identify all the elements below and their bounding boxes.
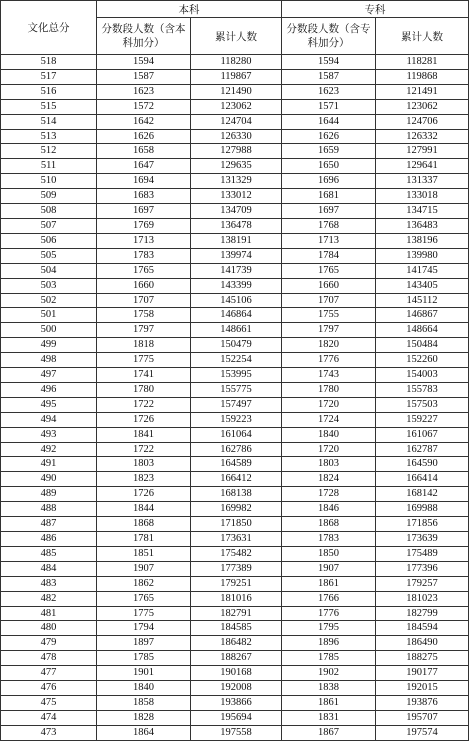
undergraduate-count-cell: 1901 [97, 666, 191, 681]
junior-college-cumulative-cell: 173639 [376, 532, 469, 547]
undergraduate-count-cell: 1587 [97, 69, 191, 84]
junior-college-cumulative-cell: 161067 [376, 427, 469, 442]
undergraduate-count-cell: 1626 [97, 129, 191, 144]
table-row [1, 621, 469, 636]
junior-college-cumulative-cell: 193876 [376, 695, 469, 710]
table-row [1, 561, 469, 576]
junior-college-cumulative-cell: 171856 [376, 517, 469, 532]
undergraduate-count-cell: 1726 [97, 487, 191, 502]
junior-college-count-cell: 1696 [282, 174, 376, 189]
score-cell: 481 [1, 606, 97, 621]
undergraduate-count-cell: 1765 [97, 591, 191, 606]
undergraduate-cumulative-cell: 157497 [191, 397, 282, 412]
junior-college-cumulative-cell: 159227 [376, 412, 469, 427]
junior-college-cumulative-cell: 188275 [376, 651, 469, 666]
undergraduate-count-cell: 1844 [97, 502, 191, 517]
score-cell: 506 [1, 233, 97, 248]
table-row [1, 382, 469, 397]
junior-college-cumulative-cell: 150484 [376, 338, 469, 353]
score-cell: 490 [1, 472, 97, 487]
junior-college-cumulative-cell: 139980 [376, 248, 469, 263]
table-row [1, 457, 469, 472]
score-cell: 508 [1, 204, 97, 219]
undergraduate-cumulative-cell: 121490 [191, 84, 282, 99]
junior-college-count-cell: 1623 [282, 84, 376, 99]
table-row [1, 710, 469, 725]
junior-college-count-cell: 1728 [282, 487, 376, 502]
junior-college-count-cell: 1902 [282, 666, 376, 681]
undergraduate-cumulative-cell: 169982 [191, 502, 282, 517]
junior-college-cumulative-cell: 124706 [376, 114, 469, 129]
table-row [1, 725, 469, 740]
undergraduate-count-cell: 1722 [97, 442, 191, 457]
score-cell: 495 [1, 397, 97, 412]
score-cell: 511 [1, 159, 97, 174]
score-cell: 514 [1, 114, 97, 129]
score-cell: 496 [1, 382, 97, 397]
score-cell: 474 [1, 710, 97, 725]
junior-college-count-cell: 1780 [282, 382, 376, 397]
undergraduate-cumulative-header: 累计人数 [191, 18, 282, 55]
table-row [1, 487, 469, 502]
junior-college-cumulative-cell: 143405 [376, 278, 469, 293]
junior-college-cumulative-header: 累计人数 [376, 18, 469, 55]
undergraduate-cumulative-cell: 123062 [191, 99, 282, 114]
table-row [1, 606, 469, 621]
junior-college-count-cell: 1861 [282, 576, 376, 591]
undergraduate-cumulative-cell: 192008 [191, 681, 282, 696]
score-cell: 515 [1, 99, 97, 114]
score-cell: 482 [1, 591, 97, 606]
score-cell: 501 [1, 308, 97, 323]
undergraduate-count-cell: 1694 [97, 174, 191, 189]
table-row [1, 353, 469, 368]
table-row [1, 159, 469, 174]
table-row [1, 69, 469, 84]
junior-college-cumulative-cell: 192015 [376, 681, 469, 696]
score-cell: 478 [1, 651, 97, 666]
undergraduate-count-cell: 1741 [97, 368, 191, 383]
score-cell: 504 [1, 263, 97, 278]
score-cell: 488 [1, 502, 97, 517]
undergraduate-count-cell: 1765 [97, 263, 191, 278]
junior-college-cumulative-cell: 184594 [376, 621, 469, 636]
junior-college-cumulative-cell: 126332 [376, 129, 469, 144]
score-cell: 505 [1, 248, 97, 263]
junior-college-cumulative-cell: 152260 [376, 353, 469, 368]
undergraduate-cumulative-cell: 153995 [191, 368, 282, 383]
undergraduate-cumulative-cell: 129635 [191, 159, 282, 174]
junior-college-count-cell: 1785 [282, 651, 376, 666]
undergraduate-cumulative-cell: 175482 [191, 546, 282, 561]
table-row [1, 502, 469, 517]
undergraduate-cumulative-cell: 195694 [191, 710, 282, 725]
junior-college-count-cell: 1707 [282, 293, 376, 308]
table-row [1, 338, 469, 353]
score-cell: 494 [1, 412, 97, 427]
undergraduate-count-cell: 1828 [97, 710, 191, 725]
score-cell: 486 [1, 532, 97, 547]
undergraduate-count-cell: 1623 [97, 84, 191, 99]
undergraduate-cumulative-cell: 152254 [191, 353, 282, 368]
junior-college-cumulative-cell: 118281 [376, 55, 469, 70]
table-row [1, 368, 469, 383]
junior-college-count-cell: 1861 [282, 695, 376, 710]
junior-college-cumulative-cell: 169988 [376, 502, 469, 517]
table-row [1, 278, 469, 293]
table-row [1, 651, 469, 666]
undergraduate-count-cell: 1722 [97, 397, 191, 412]
table-row [1, 114, 469, 129]
junior-college-count-cell: 1660 [282, 278, 376, 293]
undergraduate-cumulative-cell: 177389 [191, 561, 282, 576]
junior-college-cumulative-cell: 157503 [376, 397, 469, 412]
undergraduate-count-cell: 1726 [97, 412, 191, 427]
junior-college-count-cell: 1896 [282, 636, 376, 651]
junior-college-count-cell: 1626 [282, 129, 376, 144]
table-row [1, 546, 469, 561]
table-row [1, 293, 469, 308]
undergraduate-cumulative-cell: 171850 [191, 517, 282, 532]
junior-college-cumulative-cell: 136483 [376, 218, 469, 233]
junior-college-count-cell: 1776 [282, 353, 376, 368]
undergraduate-count-cell: 1713 [97, 233, 191, 248]
score-cell: 479 [1, 636, 97, 651]
undergraduate-cumulative-cell: 146864 [191, 308, 282, 323]
table-row [1, 472, 469, 487]
undergraduate-count-cell: 1697 [97, 204, 191, 219]
table-row [1, 263, 469, 278]
junior-college-count-cell: 1850 [282, 546, 376, 561]
undergraduate-cumulative-cell: 164589 [191, 457, 282, 472]
undergraduate-cumulative-cell: 186482 [191, 636, 282, 651]
junior-college-cumulative-cell: 148664 [376, 323, 469, 338]
undergraduate-count-cell: 1594 [97, 55, 191, 70]
score-cell: 518 [1, 55, 97, 70]
table-row [1, 412, 469, 427]
score-cell: 483 [1, 576, 97, 591]
undergraduate-cumulative-cell: 166412 [191, 472, 282, 487]
undergraduate-cumulative-cell: 150479 [191, 338, 282, 353]
score-cell: 500 [1, 323, 97, 338]
undergraduate-count-cell: 1683 [97, 189, 191, 204]
undergraduate-cumulative-cell: 193866 [191, 695, 282, 710]
table-row [1, 532, 469, 547]
undergraduate-count-cell: 1868 [97, 517, 191, 532]
score-cell: 485 [1, 546, 97, 561]
junior-college-cumulative-cell: 134715 [376, 204, 469, 219]
table-header [1, 1, 469, 55]
junior-college-cumulative-cell: 123062 [376, 99, 469, 114]
score-cell: 492 [1, 442, 97, 457]
undergraduate-count-cell: 1707 [97, 293, 191, 308]
table-row [1, 144, 469, 159]
score-cell: 516 [1, 84, 97, 99]
undergraduate-count-cell: 1862 [97, 576, 191, 591]
junior-college-cumulative-cell: 141745 [376, 263, 469, 278]
junior-college-count-cell: 1765 [282, 263, 376, 278]
junior-college-cumulative-cell: 168142 [376, 487, 469, 502]
junior-college-count-cell: 1720 [282, 397, 376, 412]
undergraduate-count-cell: 1840 [97, 681, 191, 696]
junior-college-count-cell: 1571 [282, 99, 376, 114]
junior-college-count-cell: 1594 [282, 55, 376, 70]
table-row [1, 397, 469, 412]
junior-college-cumulative-cell: 119868 [376, 69, 469, 84]
undergraduate-count-cell: 1858 [97, 695, 191, 710]
undergraduate-cumulative-cell: 139974 [191, 248, 282, 263]
undergraduate-cumulative-cell: 190168 [191, 666, 282, 681]
table-row [1, 427, 469, 442]
score-cell: 507 [1, 218, 97, 233]
undergraduate-count-cell: 1841 [97, 427, 191, 442]
table-row [1, 681, 469, 696]
table-row [1, 666, 469, 681]
junior-college-count-cell: 1768 [282, 218, 376, 233]
undergraduate-count-cell: 1658 [97, 144, 191, 159]
junior-college-count-cell: 1776 [282, 606, 376, 621]
junior-college-cumulative-cell: 154003 [376, 368, 469, 383]
undergraduate-cumulative-cell: 141739 [191, 263, 282, 278]
junior-college-cumulative-cell: 179257 [376, 576, 469, 591]
junior-college-cumulative-cell: 131337 [376, 174, 469, 189]
undergraduate-count-cell: 1758 [97, 308, 191, 323]
junior-college-count-cell: 1659 [282, 144, 376, 159]
junior-college-count-cell: 1797 [282, 323, 376, 338]
junior-college-count-cell: 1868 [282, 517, 376, 532]
junior-college-cumulative-cell: 121491 [376, 84, 469, 99]
score-cell: 491 [1, 457, 97, 472]
junior-college-cumulative-cell: 129641 [376, 159, 469, 174]
undergraduate-count-cell: 1642 [97, 114, 191, 129]
table-row [1, 695, 469, 710]
undergraduate-count-cell: 1797 [97, 323, 191, 338]
score-cell: 509 [1, 189, 97, 204]
undergraduate-count-cell: 1897 [97, 636, 191, 651]
table-row [1, 636, 469, 651]
undergraduate-count-cell: 1907 [97, 561, 191, 576]
table-row [1, 174, 469, 189]
undergraduate-cumulative-cell: 145106 [191, 293, 282, 308]
junior-college-count-cell: 1820 [282, 338, 376, 353]
score-cell: 502 [1, 293, 97, 308]
junior-college-cumulative-cell: 127991 [376, 144, 469, 159]
undergraduate-count-cell: 1803 [97, 457, 191, 472]
score-cell: 497 [1, 368, 97, 383]
undergraduate-cumulative-cell: 159223 [191, 412, 282, 427]
undergraduate-cumulative-cell: 173631 [191, 532, 282, 547]
table-row [1, 233, 469, 248]
junior-college-count-cell: 1838 [282, 681, 376, 696]
junior-college-cumulative-cell: 138196 [376, 233, 469, 248]
table-row [1, 84, 469, 99]
junior-college-count-cell: 1795 [282, 621, 376, 636]
junior-college-group-header: 专科 [282, 1, 469, 18]
undergraduate-cumulative-cell: 188267 [191, 651, 282, 666]
undergraduate-count-cell: 1783 [97, 248, 191, 263]
undergraduate-cumulative-cell: 148661 [191, 323, 282, 338]
table-row [1, 248, 469, 263]
junior-college-count-cell: 1697 [282, 204, 376, 219]
undergraduate-count-cell: 1780 [97, 382, 191, 397]
score-cell: 475 [1, 695, 97, 710]
score-cell: 499 [1, 338, 97, 353]
score-cell: 503 [1, 278, 97, 293]
score-cell: 480 [1, 621, 97, 636]
table-row [1, 99, 469, 114]
score-cell: 476 [1, 681, 97, 696]
undergraduate-cumulative-cell: 138191 [191, 233, 282, 248]
table-row [1, 442, 469, 457]
score-cell: 517 [1, 69, 97, 84]
undergraduate-cumulative-cell: 161064 [191, 427, 282, 442]
undergraduate-cumulative-cell: 119867 [191, 69, 282, 84]
score-cell: 487 [1, 517, 97, 532]
undergraduate-cumulative-cell: 133012 [191, 189, 282, 204]
junior-college-count-cell: 1840 [282, 427, 376, 442]
undergraduate-cumulative-cell: 182791 [191, 606, 282, 621]
table-row [1, 218, 469, 233]
junior-college-cumulative-cell: 177396 [376, 561, 469, 576]
table-row [1, 576, 469, 591]
undergraduate-count-cell: 1864 [97, 725, 191, 740]
junior-college-count-cell: 1720 [282, 442, 376, 457]
table-row [1, 189, 469, 204]
undergraduate-count-cell: 1775 [97, 606, 191, 621]
junior-college-count-cell: 1907 [282, 561, 376, 576]
junior-college-count-cell: 1831 [282, 710, 376, 725]
junior-college-count-cell: 1681 [282, 189, 376, 204]
junior-college-cumulative-cell: 162787 [376, 442, 469, 457]
undergraduate-count-cell: 1794 [97, 621, 191, 636]
junior-college-cumulative-cell: 155783 [376, 382, 469, 397]
table-row [1, 323, 469, 338]
junior-college-cumulative-cell: 146867 [376, 308, 469, 323]
undergraduate-group-header: 本科 [97, 1, 282, 18]
undergraduate-cumulative-cell: 134709 [191, 204, 282, 219]
junior-college-count-cell: 1824 [282, 472, 376, 487]
table-row [1, 308, 469, 323]
junior-college-count-cell: 1650 [282, 159, 376, 174]
junior-college-count-cell: 1867 [282, 725, 376, 740]
junior-college-cumulative-cell: 166414 [376, 472, 469, 487]
score-cell: 473 [1, 725, 97, 740]
undergraduate-count-cell: 1572 [97, 99, 191, 114]
table-body [1, 55, 469, 741]
undergraduate-count-cell: 1851 [97, 546, 191, 561]
junior-college-count-cell: 1755 [282, 308, 376, 323]
junior-college-cumulative-cell: 197574 [376, 725, 469, 740]
junior-college-cumulative-cell: 133018 [376, 189, 469, 204]
score-cell: 484 [1, 561, 97, 576]
junior-college-cumulative-cell: 195707 [376, 710, 469, 725]
undergraduate-count-cell: 1647 [97, 159, 191, 174]
undergraduate-cumulative-cell: 126330 [191, 129, 282, 144]
undergraduate-cumulative-cell: 168138 [191, 487, 282, 502]
junior-college-count-cell: 1846 [282, 502, 376, 517]
junior-college-count-cell: 1743 [282, 368, 376, 383]
junior-college-count-header: 分数段人数（含专科加分） [282, 18, 376, 55]
score-cell: 512 [1, 144, 97, 159]
undergraduate-count-cell: 1769 [97, 218, 191, 233]
score-cell: 510 [1, 174, 97, 189]
table-row [1, 204, 469, 219]
undergraduate-cumulative-cell: 131329 [191, 174, 282, 189]
undergraduate-cumulative-cell: 162786 [191, 442, 282, 457]
table-row [1, 591, 469, 606]
undergraduate-count-cell: 1818 [97, 338, 191, 353]
undergraduate-count-cell: 1785 [97, 651, 191, 666]
score-cell: 493 [1, 427, 97, 442]
junior-college-cumulative-cell: 175489 [376, 546, 469, 561]
junior-college-cumulative-cell: 145112 [376, 293, 469, 308]
score-cell: 477 [1, 666, 97, 681]
undergraduate-count-cell: 1823 [97, 472, 191, 487]
junior-college-cumulative-cell: 164590 [376, 457, 469, 472]
undergraduate-cumulative-cell: 184585 [191, 621, 282, 636]
undergraduate-cumulative-cell: 143399 [191, 278, 282, 293]
undergraduate-count-header: 分数段人数（含本科加分） [97, 18, 191, 55]
undergraduate-cumulative-cell: 179251 [191, 576, 282, 591]
undergraduate-count-cell: 1775 [97, 353, 191, 368]
junior-college-count-cell: 1766 [282, 591, 376, 606]
junior-college-cumulative-cell: 181023 [376, 591, 469, 606]
score-cell: 489 [1, 487, 97, 502]
junior-college-count-cell: 1713 [282, 233, 376, 248]
junior-college-count-cell: 1724 [282, 412, 376, 427]
junior-college-count-cell: 1587 [282, 69, 376, 84]
score-cell: 498 [1, 353, 97, 368]
junior-college-cumulative-cell: 182799 [376, 606, 469, 621]
junior-college-count-cell: 1644 [282, 114, 376, 129]
junior-college-count-cell: 1784 [282, 248, 376, 263]
undergraduate-cumulative-cell: 127988 [191, 144, 282, 159]
undergraduate-count-cell: 1660 [97, 278, 191, 293]
junior-college-cumulative-cell: 186490 [376, 636, 469, 651]
undergraduate-cumulative-cell: 181016 [191, 591, 282, 606]
junior-college-count-cell: 1783 [282, 532, 376, 547]
junior-college-cumulative-cell: 190177 [376, 666, 469, 681]
undergraduate-cumulative-cell: 197558 [191, 725, 282, 740]
junior-college-count-cell: 1803 [282, 457, 376, 472]
undergraduate-cumulative-cell: 155775 [191, 382, 282, 397]
table-row [1, 517, 469, 532]
score-cell: 513 [1, 129, 97, 144]
table-row [1, 55, 469, 70]
undergraduate-cumulative-cell: 136478 [191, 218, 282, 233]
undergraduate-cumulative-cell: 124704 [191, 114, 282, 129]
undergraduate-count-cell: 1781 [97, 532, 191, 547]
undergraduate-cumulative-cell: 118280 [191, 55, 282, 70]
table-row [1, 129, 469, 144]
score-column-header: 文化总分 [1, 1, 97, 55]
